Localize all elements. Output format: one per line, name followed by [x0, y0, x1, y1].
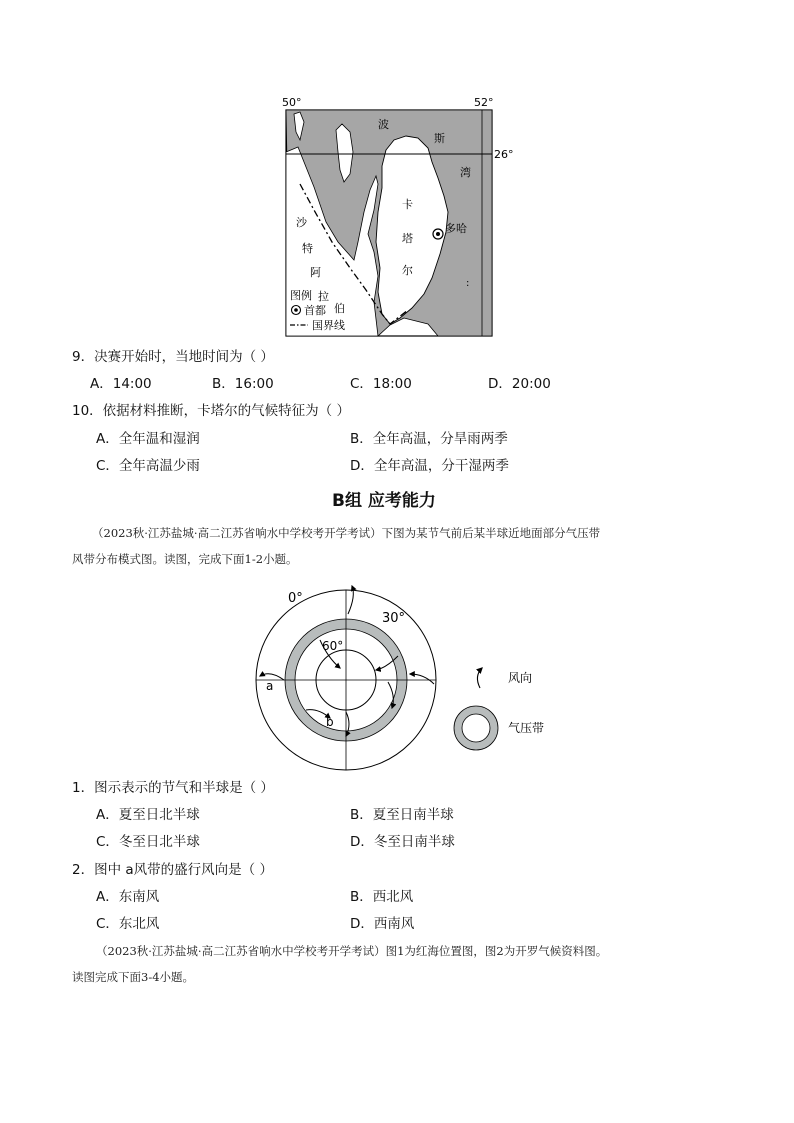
q2-option-b[interactable]: B．西北风: [350, 889, 414, 905]
saudi-char-4: 拉: [318, 290, 329, 303]
qatar-map: [278, 92, 518, 342]
pressure-belt-figure: [248, 584, 568, 774]
legend-title: 图例: [290, 289, 312, 302]
label-a: a: [266, 679, 274, 693]
legend-belt-icon: [458, 710, 494, 746]
intro-1-line-1: （2023秋·江苏盐城·高二江苏省响水中学校考开学考试）下图为某节气前后某半球近地面部分气压带: [92, 526, 601, 540]
q2-option-c[interactable]: C．东北风: [96, 916, 160, 932]
legend-capital-label: 首都: [304, 304, 326, 317]
q1-option-a[interactable]: A．夏至日北半球: [96, 807, 200, 823]
q1-option-d[interactable]: D．冬至日南半球: [350, 834, 455, 850]
capital-label: 多哈: [445, 222, 467, 235]
question-1: 1．图示表示的节气和半球是（ ）: [72, 780, 274, 796]
legend-border-label: 国界线: [312, 319, 345, 332]
country-char-2: 塔: [402, 232, 413, 245]
intro-2-line-1: （2023秋·江苏盐城·高二江苏省响水中学校考开学考试）图1为红海位置图，图2为开罗气候资料图。: [96, 944, 608, 958]
q9-option-b[interactable]: B．16:00: [212, 376, 274, 392]
label-0-deg: 0°: [288, 591, 303, 606]
q10-option-b[interactable]: B．全年高温，分旱雨两季: [350, 431, 508, 447]
q9-option-c[interactable]: C．18:00: [350, 376, 412, 392]
q10-option-a[interactable]: A．全年温和湿润: [96, 431, 200, 447]
label-30-deg: 30°: [382, 611, 406, 626]
q10-option-d[interactable]: D．全年高温，分干湿两季: [350, 458, 509, 474]
saudi-char-3: 阿: [310, 266, 321, 279]
section-heading: B组 应考能力: [332, 491, 436, 511]
question-10: 10．依据材料推断，卡塔尔的气候特征为（ ）: [72, 403, 350, 419]
lon-left-label: 50°: [282, 96, 302, 109]
q9-option-d[interactable]: D．20:00: [488, 376, 551, 392]
saudi-char-5: 伯: [334, 302, 345, 315]
label-b: b: [326, 715, 334, 729]
q1-option-b[interactable]: B．夏至日南半球: [350, 807, 454, 823]
question-9: 9．决赛开始时，当地时间为（ ）: [72, 349, 274, 365]
saudi-char-1: 沙: [296, 216, 307, 229]
question-2: 2．图中 a风带的盛行风向是（ ）: [72, 862, 273, 878]
sea-char-3: 湾: [460, 166, 471, 179]
q1-option-c[interactable]: C．冬至日北半球: [96, 834, 200, 850]
sea-char-2: 斯: [434, 132, 445, 145]
q10-option-c[interactable]: C．全年高温少雨: [96, 458, 200, 474]
label-60-deg: 60°: [322, 639, 344, 653]
svg-text::: :: [466, 278, 470, 289]
legend-wind-label: 风向: [508, 671, 533, 685]
country-char-1: 卡: [402, 198, 413, 211]
q2-option-a[interactable]: A．东南风: [96, 889, 160, 905]
intro-1-line-2: 风带分布模式图。读图，完成下面1-2小题。: [72, 552, 298, 566]
q9-option-a[interactable]: A．14:00: [90, 376, 152, 392]
country-char-3: 尔: [402, 264, 413, 277]
lon-right-label: 52°: [474, 96, 494, 109]
sea-char-1: 波: [378, 118, 389, 131]
legend-belt-label: 气压带: [508, 721, 545, 735]
lat-label: 26°: [494, 148, 514, 161]
legend-wind-icon: [477, 668, 482, 688]
saudi-char-2: 特: [302, 242, 313, 255]
intro-2-line-2: 读图完成下面3-4小题。: [72, 970, 195, 984]
q2-option-d[interactable]: D．西南风: [350, 916, 415, 932]
